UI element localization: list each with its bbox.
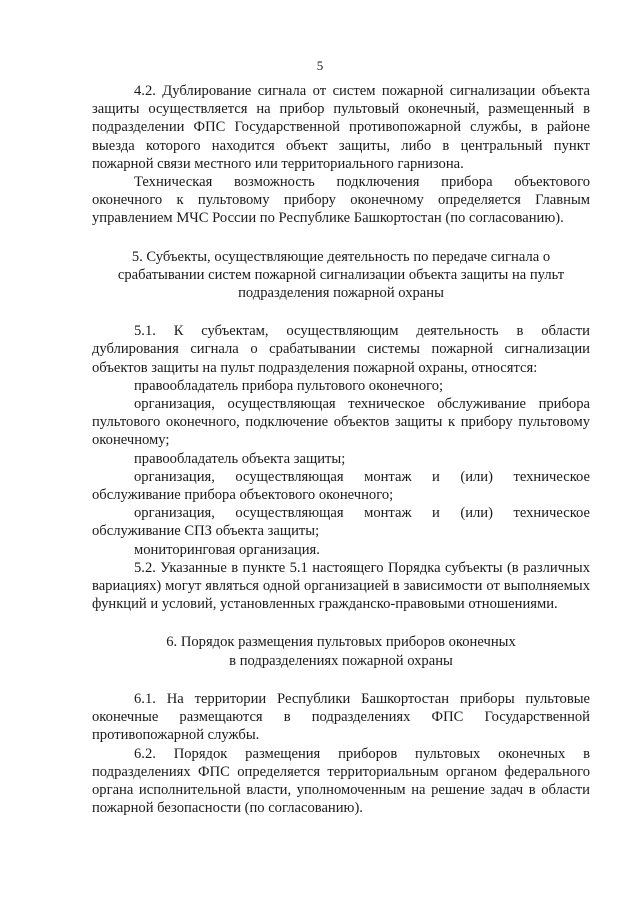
page-number: 5 — [316, 58, 324, 73]
paragraph-6-2: 6.2. Порядок размещения приборов пультовых оконечных в подразделениях ФПС определяется территориальным органом федерального органа исполнительной власти, уполномоченным на решение задач в области пожарной безопасности (по согласованию). — [92, 745, 590, 817]
paragraph-6-1: 6.1. На территории Республики Башкортостан приборы пультовые оконечные размещаются в подразделениях ФПС Государственной противопожарной службы. — [92, 690, 590, 744]
list-item-subject: мониторинговая организация. — [134, 541, 320, 558]
list-item-subject: организация, осуществляющая монтаж и (или) техническое обслуживание прибора объектового оконечного; — [92, 468, 590, 504]
section-5-heading: 5. Субъекты, осуществляющие деятельность по передаче сигнала о срабатывании систем пожарной сигнализации объекта защиты на пульт подразделения пожарной охраны — [117, 248, 565, 302]
list-item-subject: правообладатель объекта защиты; — [134, 450, 346, 467]
document-body — [92, 82, 590, 817]
section-6-heading-line2: в подразделениях пожарной охраны — [229, 652, 453, 669]
list-item-subject: правообладатель прибора пультового оконечного; — [134, 377, 444, 394]
paragraph-4-2: 4.2. Дублирование сигнала от систем пожарной сигнализации объекта защиты осуществляется на прибор пультовый оконечный, размещенный в подразделении ФПС Государственной противопожарной службы, в районе выезда которого находится объект защиты, либо в центральный пункт пожарной связи местного или территориального гарнизона. — [92, 83, 590, 172]
list-item-subject: организация, осуществляющая монтаж и (или) техническое обслуживание СПЗ объекта защиты; — [92, 505, 590, 540]
list-item-subject: организация, осуществляющая техническое обслуживание прибора пультового оконечного, подключение объектов защиты к прибору пультовому оконечному; — [92, 396, 590, 449]
paragraph-technical-possibility: Техническая возможность подключения прибора объектового оконечного к пультовому прибору оконечному определяется Главным управлением МЧС России по Республике Башкортостан (по согласованию). — [92, 174, 590, 227]
section-6-heading-line1: 6. Порядок размещения пультовых приборов оконечных — [166, 634, 516, 651]
paragraph-5-2: 5.2. Указанные в пункте 5.1 настоящего Порядка субъекты (в различных вариациях) могут являться одной организацией в зависимости от выполняемых функций и условий, установленных гражданско-правовыми отношениями. — [92, 559, 590, 613]
paragraph-5-1: 5.1. К субъектам, осуществляющим деятельность в области дублирования сигнала о срабатывании системы пожарной сигнализации объектов защиты на пульт подразделения пожарной охраны, относятся: — [92, 323, 590, 376]
section-6-heading — [92, 633, 590, 669]
